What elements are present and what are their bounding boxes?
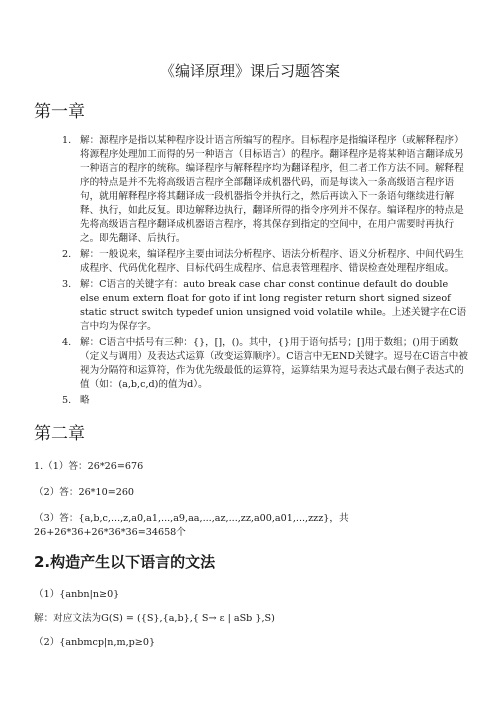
chapter-2-answer-1: 1.（1）答：26*26=676 bbox=[34, 461, 144, 472]
answer-item bbox=[62, 134, 470, 246]
chapter-2-answer-3: （3）答：{a,b,c,...,z,a0,a1,...,a9,aa,...,az,...,zz,a00,a01,...,zzz}，共26+26*36+26*36*36=34658个 bbox=[34, 513, 349, 538]
answer-number: 1. bbox=[62, 135, 72, 146]
answer-item bbox=[62, 278, 470, 334]
section-2-question-1: （1）{anbn|n≥0} bbox=[34, 589, 120, 600]
section-2-heading: 2.构造产生以下语言的文法 bbox=[34, 553, 216, 571]
document-title: 《编译原理》课后习题答案 bbox=[159, 62, 340, 80]
chapter-2-heading: 第二章 bbox=[34, 424, 85, 444]
chapter-2-answer-2: （2）答：26*10=260 bbox=[34, 487, 135, 498]
answer-item bbox=[62, 248, 470, 276]
answer-item bbox=[62, 336, 470, 392]
section-2-answer-1: 解：对应文法为G(S) = ({S},{a,b},{ S→ ε | aSb },S) bbox=[34, 613, 275, 624]
answer-text: 解：C语言中括号有三种：{}，[]，()。其中，{}用于语句括号；[]用于数组；()用于函数（定义与调用）及表达式运算（改变运算顺序）。C语言中无END关键字。逗号在C语言中被视为分隔符和运算符，作为优先级最低的运算符，运算结果为逗号表达式最右侧子表达式的值（如：(a,b,c,d)的值为d）。 bbox=[80, 337, 468, 390]
answer-item bbox=[62, 394, 470, 408]
answer-number: 3. bbox=[62, 279, 72, 290]
chapter-1-answer-list bbox=[62, 134, 470, 410]
section-2-question-2: （2）{anbmcp|n,m,p≥0} bbox=[34, 637, 156, 648]
answer-number: 4. bbox=[62, 337, 72, 348]
chapter-1-heading: 第一章 bbox=[34, 102, 85, 122]
answer-text: 解：一般说来，编译程序主要由词法分析程序、语法分析程序、语义分析程序、中间代码生成程序、代码优化程序、目标代码生成程序、信息表管理程序、错误检查处理程序组成。 bbox=[80, 249, 464, 274]
answer-text: 略 bbox=[80, 395, 90, 406]
answer-text: 解：C语言的关键字有：auto break case char const continue default do double else enum extern float for goto if int long register return short signed sizeof static struct switch typedef union unsigned void volatile while。上述关键字在C语言中均为保存字。 bbox=[80, 279, 467, 332]
answer-text: 解：源程序是指以某种程序设计语言所编写的程序。目标程序是指编译程序（或解释程序）将源程序处理加工而得的另一种语言（目标语言）的程序。翻译程序是将某种语言翻译成另一种语言的程序的统称。编译程序与解释程序均为翻译程序，但二者工作方法不同。解释程序的特点是并不先将高级语言程序全部翻译成机器代码，而是每读入一条高级语言程序语句，就用解释程序将其翻译成一段机器指令并执行之，然后再读入下一条语句继续进行解释、执行，如此反复。即边解释边执行，翻译所得的指令序列并不保存。编译程序的特点是先将高级语言程序翻译成机器语言程序，将其保存到指定的空间中，在用户需要时再执行之。即先翻译、后执行。 bbox=[80, 135, 464, 244]
answer-number: 2. bbox=[62, 249, 72, 260]
answer-number: 5. bbox=[62, 395, 72, 406]
